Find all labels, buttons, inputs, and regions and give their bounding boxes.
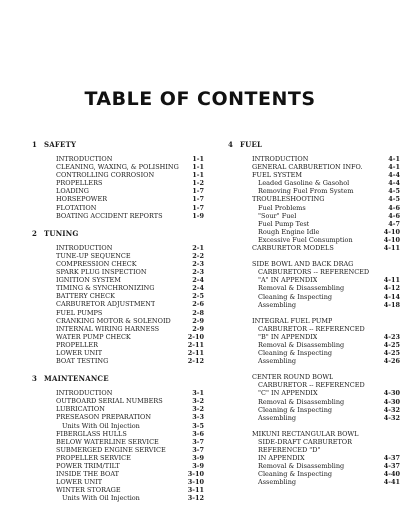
toc-entry[interactable]: [228, 381, 400, 389]
toc-entry-label: POWER TRIM/TILT: [56, 462, 120, 470]
toc-entry-page: 2-11: [187, 348, 204, 357]
toc-entry-label: INTRODUCTION: [56, 243, 113, 252]
toc-entry-label: Cleaning & Inspecting: [258, 470, 333, 479]
toc-entry[interactable]: [32, 389, 204, 397]
toc-entry-page: 4-10: [383, 235, 400, 244]
toc-entry-page: 3-11: [187, 486, 204, 495]
toc-entry[interactable]: [228, 163, 400, 171]
section-number: 3: [32, 374, 38, 384]
toc-entry[interactable]: [228, 171, 400, 179]
toc-entry[interactable]: [32, 179, 204, 187]
toc-entry-label: INTRODUCTION: [252, 155, 309, 163]
toc-entry-page: 3-2: [192, 405, 204, 414]
toc-entry-label: "Sour" Fuel: [258, 211, 297, 220]
left-column: [32, 140, 204, 511]
toc-entry-label: PROPELLER SERVICE: [56, 453, 131, 462]
toc-entry-label: CARBURETOR ADJUSTMENT: [56, 300, 156, 309]
toc-entry-label: Assembling: [258, 478, 297, 487]
page-title: TABLE OF CONTENTS: [84, 88, 316, 110]
toc-entry[interactable]: [228, 438, 400, 446]
toc-entry[interactable]: [228, 430, 400, 438]
toc-entry-page: 4-11: [383, 276, 400, 285]
toc-entry[interactable]: [228, 357, 400, 365]
toc-section: [32, 140, 204, 220]
toc-entry-page: 4-37: [383, 454, 400, 463]
toc-entry-page: 4-30: [383, 389, 400, 398]
toc-entry-label: INSIDE THE BOAT: [56, 470, 120, 479]
toc-entry-page: 2-3: [192, 268, 204, 277]
toc-entry-label: WINTER STORAGE: [56, 486, 121, 495]
toc-entry-page: 2-3: [192, 259, 204, 268]
toc-entry-label: MIKUNI RECTANGULAR BOWL: [252, 429, 359, 438]
toc-entry-page: 1-1: [192, 163, 204, 172]
toc-entry[interactable]: [32, 284, 204, 292]
toc-entry-label: FUEL PUMPS: [56, 308, 103, 317]
toc-entry[interactable]: [32, 446, 204, 454]
toc-entry[interactable]: [228, 284, 400, 292]
toc-entry-label: BOATING ACCIDENT REPORTS: [56, 211, 163, 220]
section-number: 4: [228, 140, 234, 149]
toc-entry-label: Rough Engine Idle: [258, 227, 320, 236]
toc-entry-page: 4-23: [383, 332, 400, 341]
toc-entry-page: 3-10: [187, 470, 204, 479]
toc-entry-label: BELOW WATERLINE SERVICE: [56, 437, 159, 446]
toc-entry-page: 3-6: [192, 429, 204, 438]
toc-entry[interactable]: [228, 260, 400, 268]
toc-entry[interactable]: [32, 333, 204, 341]
toc-entry[interactable]: [228, 187, 400, 195]
section-number: 2: [32, 228, 38, 238]
toc-entry-label: OUTBOARD SERIAL NUMBERS: [56, 397, 163, 406]
toc-entry-page: 4-1: [388, 155, 400, 163]
section-heading: [228, 140, 400, 149]
toc-entry-label: CLEANING, WAXING, & POLISHING: [56, 163, 179, 172]
toc-entry[interactable]: [228, 179, 400, 187]
section-name: SAFETY: [44, 140, 77, 149]
toc-entry-label: "C" IN APPENDIX: [258, 389, 318, 398]
toc-entry-page: 4-30: [383, 397, 400, 406]
toc-entry-page: 1-7: [192, 203, 204, 212]
toc-entry[interactable]: [228, 204, 400, 212]
toc-entry-label: FIBERGLASS HULLS: [56, 429, 127, 438]
toc-entry[interactable]: [32, 204, 204, 212]
toc-entry-label: Removing Fuel From System: [258, 187, 354, 196]
toc-entry-page: 4-6: [388, 203, 400, 212]
toc-entry-label: TUNE-UP SEQUENCE: [56, 251, 131, 260]
toc-entry[interactable]: [228, 155, 400, 163]
toc-entry-label: Removal & Disassembling: [258, 340, 345, 349]
toc-entry[interactable]: [32, 349, 204, 357]
section-heading: [32, 140, 204, 149]
toc-entry-page: 4-6: [388, 211, 400, 220]
toc-entry-page: 3-5: [192, 421, 204, 430]
toc-entry-label: Assembling: [258, 300, 297, 309]
toc-entry[interactable]: [32, 155, 204, 163]
toc-entry-label: Excessive Fuel Consumption: [258, 235, 353, 244]
toc-entry-page: 4-1: [388, 163, 400, 172]
toc-entry[interactable]: [32, 252, 204, 260]
toc-entry[interactable]: [32, 260, 204, 268]
section-name: FUEL: [240, 140, 263, 149]
toc-entry[interactable]: [32, 317, 204, 325]
toc-entry-label: Cleaning & Inspecting: [258, 405, 333, 414]
toc-entry[interactable]: [32, 300, 204, 308]
toc-entry-label: TIMING & SYNCHRONIZING: [56, 284, 155, 293]
toc-entry-label: CARBURETOR -- REFERENCED: [258, 324, 365, 333]
toc-entry-label: Fuel Problems: [258, 203, 306, 212]
toc-entry-page: 1-1: [192, 155, 204, 163]
toc-entry-page: 4-5: [388, 187, 400, 196]
toc-entry-page: 4-5: [388, 195, 400, 204]
toc-entry-label: WATER PUMP CHECK: [56, 332, 131, 341]
toc-entry-label: CARBURETOR MODELS: [252, 244, 334, 253]
toc-entry-page: 4-11: [383, 244, 400, 253]
toc-entry-page: 3-3: [192, 413, 204, 422]
toc-entry-page: 4-14: [383, 292, 400, 301]
group-spacer: [228, 309, 400, 317]
toc-entry-label: TROUBLESHOOTING: [252, 195, 325, 204]
toc-entry[interactable]: [228, 317, 400, 325]
toc-entry-page: 1-7: [192, 195, 204, 204]
toc-entry-page: 4-18: [383, 300, 400, 309]
toc-entry[interactable]: [32, 470, 204, 478]
toc-entry-page: 2-4: [192, 276, 204, 285]
toc-entry[interactable]: [32, 171, 204, 179]
toc-entry[interactable]: [228, 325, 400, 333]
toc-entry-page: 4-40: [383, 470, 400, 479]
toc-entry-page: 2-10: [187, 332, 204, 341]
toc-entry[interactable]: [228, 389, 400, 397]
toc-entry-page: 4-25: [383, 340, 400, 349]
toc-entry-page: 2-12: [187, 357, 204, 366]
toc-entry-label: BATTERY CHECK: [56, 292, 115, 301]
toc-entry-page: 3-9: [192, 462, 204, 470]
toc-entry-page: 4-26: [383, 357, 400, 366]
toc-entry[interactable]: [32, 422, 204, 430]
toc-entry-page: 3-9: [192, 453, 204, 462]
toc-entry-label: "B" IN APPENDIX: [258, 332, 318, 341]
toc-entry-label: SIDE-DRAFT CARBURETOR: [258, 437, 353, 446]
toc-entry-label: COMPRESSION CHECK: [56, 259, 137, 268]
toc-entry-page: 1-7: [192, 187, 204, 196]
toc-entry-page: 4-4: [388, 179, 400, 188]
group-spacer: [228, 252, 400, 260]
section-number: 1: [32, 140, 38, 149]
toc-entry[interactable]: [228, 406, 400, 414]
section-heading: [32, 374, 204, 383]
toc-entry[interactable]: [32, 325, 204, 333]
toc-entry[interactable]: [228, 333, 400, 341]
toc-entry-page: 2-4: [192, 284, 204, 293]
toc-entry-label: IN APPENDIX: [258, 454, 305, 463]
toc-entry-page: 4-4: [388, 171, 400, 180]
toc-entry[interactable]: [228, 470, 400, 478]
toc-entry[interactable]: [228, 195, 400, 203]
toc-entry[interactable]: [32, 163, 204, 171]
toc-entry-page: 2-5: [192, 292, 204, 301]
toc-entry-label: LOADING: [56, 187, 89, 196]
toc-entry-label: CRANKING MOTOR & SOLENOID: [56, 316, 171, 325]
toc-entry[interactable]: [228, 228, 400, 236]
toc-entry-page: 3-12: [187, 494, 204, 503]
toc-entry-label: INTEGRAL FUEL PUMP: [252, 316, 333, 325]
toc-entry[interactable]: [32, 413, 204, 421]
toc-entry-label: PRESEASON PREPARATION: [56, 413, 152, 422]
toc-entry-label: INTERNAL WIRING HARNESS: [56, 324, 160, 333]
toc-entry-page: 2-1: [192, 243, 204, 252]
toc-entry-label: BOAT TESTING: [56, 357, 109, 366]
toc-entry-label: Cleaning & Inspecting: [258, 292, 333, 301]
toc-entry[interactable]: [228, 462, 400, 470]
toc-entry-label: LOWER UNIT: [56, 348, 103, 357]
toc-entry-label: FLOTATION: [56, 203, 97, 212]
toc-entry[interactable]: [228, 293, 400, 301]
toc-entry[interactable]: [228, 276, 400, 284]
toc-entry[interactable]: [32, 341, 204, 349]
toc-entry[interactable]: [228, 398, 400, 406]
toc-entry-label: FUEL SYSTEM: [252, 171, 303, 180]
toc-entry[interactable]: [32, 187, 204, 195]
toc-entry-page: 1-2: [192, 179, 204, 188]
toc-entry[interactable]: [32, 397, 204, 405]
toc-entry[interactable]: [32, 486, 204, 494]
toc-entry-label: Assembling: [258, 357, 297, 366]
toc-entry-label: Units With Oil Injection: [62, 421, 140, 430]
toc-entry[interactable]: [228, 212, 400, 220]
toc-entry-label: SUBMERGED ENGINE SERVICE: [56, 445, 166, 454]
toc-entry[interactable]: [32, 462, 204, 470]
toc-entry[interactable]: [32, 309, 204, 317]
toc-entry[interactable]: [32, 494, 204, 502]
toc-entry-label: LOWER UNIT: [56, 478, 103, 487]
toc-entry[interactable]: [32, 478, 204, 486]
toc-entry-label: Fuel Pump Test: [258, 219, 310, 228]
toc-entry-label: PROPELLERS: [56, 179, 103, 188]
toc-entry[interactable]: [32, 212, 204, 220]
toc-entry-label: Removal & Disassembling: [258, 462, 345, 471]
section-heading: [32, 229, 204, 238]
toc-entry[interactable]: [32, 244, 204, 252]
toc-entry-page: 2-9: [192, 316, 204, 325]
section-name: TUNING: [44, 228, 79, 238]
toc-entry-label: CENTER ROUND BOWL: [252, 373, 334, 382]
toc-entry-label: HORSEPOWER: [56, 195, 108, 204]
toc-entry-label: SPARK PLUG INSPECTION: [56, 268, 147, 277]
toc-entry-label: "A" IN APPENDIX: [258, 276, 318, 285]
toc-entry-label: REFERENCED "D": [258, 446, 321, 454]
toc-entry-page: 4-37: [383, 462, 400, 471]
toc-entry[interactable]: [32, 430, 204, 438]
toc-entry-label: SIDE BOWL AND BACK DRAG: [252, 260, 354, 269]
toc-entry-page: 1-9: [192, 211, 204, 220]
toc-entry[interactable]: [228, 220, 400, 228]
toc-entry-page: 4-32: [383, 405, 400, 414]
toc-entry[interactable]: [228, 341, 400, 349]
toc-entry[interactable]: [32, 454, 204, 462]
toc-entry-page: 3-1: [192, 389, 204, 398]
group-spacer: [228, 365, 400, 373]
toc-entry-page: 2-8: [192, 308, 204, 317]
toc-section: [32, 374, 204, 502]
toc-entry-label: INTRODUCTION: [56, 155, 113, 163]
toc-entry-page: 2-2: [192, 251, 204, 260]
toc-entry[interactable]: [228, 236, 400, 244]
toc-entry-page: 3-10: [187, 478, 204, 487]
section-name: MAINTENANCE: [44, 374, 109, 384]
toc-entry-label: GENERAL CARBURETION INFO.: [252, 163, 363, 172]
toc-section: [32, 229, 204, 365]
toc-entry-page: 4-7: [388, 219, 400, 228]
toc-entry-page: 1-1: [192, 171, 204, 180]
toc-entry-page: 4-12: [383, 284, 400, 293]
toc-entry[interactable]: [228, 414, 400, 422]
toc-entry-label: IGNITION SYSTEM: [56, 276, 121, 285]
toc-entry-label: Leaded Gasoline & Gasohol: [258, 179, 350, 188]
toc-entry[interactable]: [32, 276, 204, 284]
toc-entry[interactable]: [228, 268, 400, 276]
toc-entry-label: CARBURETOR -- REFERENCED: [258, 381, 365, 390]
toc-entry-label: LUBRICATION: [56, 405, 105, 414]
toc-entry-page: 2-9: [192, 324, 204, 333]
toc-entry-page: 4-41: [383, 478, 400, 487]
toc-entry-page: 4-25: [383, 349, 400, 358]
toc-entry[interactable]: [32, 292, 204, 300]
toc-entry[interactable]: [32, 357, 204, 365]
group-spacer: [228, 422, 400, 430]
toc-entry-label: Cleaning & Inspecting: [258, 349, 333, 358]
toc-entry-label: PROPELLER: [56, 340, 98, 349]
toc-entry-label: Assembling: [258, 413, 297, 422]
toc-entry[interactable]: [228, 301, 400, 309]
toc-entry[interactable]: [228, 373, 400, 381]
toc-entry[interactable]: [32, 405, 204, 413]
toc-entry-label: CARBURETORS -- REFERENCED: [258, 268, 370, 277]
toc-entry-page: 4-32: [383, 413, 400, 422]
toc-entry-page: 3-2: [192, 397, 204, 406]
toc-entry[interactable]: [228, 244, 400, 252]
toc-entry[interactable]: [228, 349, 400, 357]
toc-entry[interactable]: [228, 446, 400, 454]
toc-entry[interactable]: [32, 438, 204, 446]
toc-entry-page: 3-7: [192, 445, 204, 454]
toc-entry-page: 3-7: [192, 437, 204, 446]
toc-entry[interactable]: [32, 268, 204, 276]
toc-entry-label: Removal & Disassembling: [258, 397, 345, 406]
toc-entry-label: Removal & Disassembling: [258, 284, 345, 293]
toc-section: [228, 140, 400, 486]
toc-entry-page: 2-11: [187, 340, 204, 349]
right-column: [228, 140, 400, 495]
toc-entry[interactable]: [32, 195, 204, 203]
toc-entry-page: 2-6: [192, 300, 204, 309]
toc-entry-label: Units With Oil Injection: [62, 494, 140, 503]
toc-entry-label: CONTROLLING CORROSION: [56, 171, 155, 180]
toc-entry-label: INTRODUCTION: [56, 389, 113, 398]
toc-entry[interactable]: [228, 454, 400, 462]
toc-entry[interactable]: [228, 478, 400, 486]
toc-entry-page: 4-10: [383, 227, 400, 236]
